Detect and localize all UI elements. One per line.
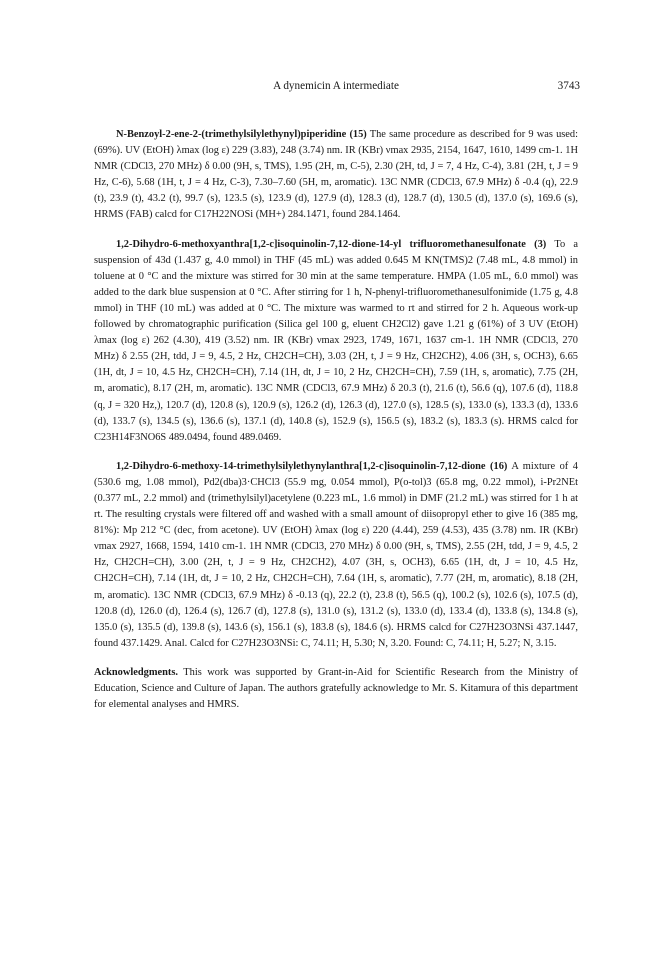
compound-3-heading: 1,2-Dihydro-6-methoxyanthra[1,2-c]isoquinolin-7,12-dione-14-yl trifluoromethanesulfonate (3) — [116, 238, 547, 250]
compound-15-text: The same procedure as described for 9 was used: (69%). UV (EtOH) λmax (log ε) 229 (3.83), 248 (3.74) nm. IR (KBr) νmax 2935, 2154, 1647, 1610, 1499 cm-1. 1H NMR (CDCl3, 270 MHz) δ 0.00 (9H, s, TMS), 1.95 (2H, m, C-5), 2.30 (2H, td, J = 7, 4 Hz, C-4), 3.81 (2H, t, J = 9 Hz, C-6), 5.68 (1H, t, J = 4 Hz, C-3), 7.30–7.60 (5H, m, aromatic). 13C NMR (CDCl3, 67.9 MHz) δ -0.4 (q), 22.9 (t), 23.9 (t), 43.2 (t), 99.7 (s), 123.5 (s), 123.9 (d), 127.9 (d), 128.3 (d), 128.7 (d), 130.5 (d), 137.0 (s), 169.6 (s), HRMS (FAB) calcd for C17H22NOSi (MH+) 284.1471, found 284.1464. — [94, 129, 578, 221]
running-head — [94, 79, 578, 93]
compound-15-heading: N-Benzoyl-2-ene-2-(trimethylsilylethynyl)piperidine (15) — [116, 129, 367, 140]
running-title: A dynemicin A intermediate — [273, 80, 399, 92]
article-body — [94, 127, 578, 726]
compound-16-heading: 1,2-Dihydro-6-methoxy-14-trimethylsilylethynylanthra[1,2-c]isoquinolin-7,12-dione (16) — [116, 460, 508, 472]
compound-16-paragraph — [94, 459, 578, 652]
compound-16-text: A mixture of 4 (530.6 mg, 1.08 mmol), Pd2(dba)3·CHCl3 (55.9 mg, 0.054 mmol), P(o-tol)3 (65.8 mg, 0.22 mmol), i-Pr2NEt (0.377 mL, 2.2 mmol) and (trimethylsilyl)acetylene (0.223 mL, 1.6 mmol) in DMF (21.2 mL) was stirred for 1 h at rt. The resulting crystals were filtered off and washed with a small amount of diisopropyl ether to give 16 (385 mg, 81%): Mp 212 °C (dec, from acetone). UV (EtOH) λmax (log ε) 220 (4.44), 259 (4.53), 435 (3.78) nm. IR (KBr) νmax 2927, 1668, 1594, 1410 cm-1. 1H NMR (CDCl3, 270 MHz) δ 0.00 (9H, s, TMS), 2.55 (2H, tdd, J = 9, 4.5, 2 Hz, CH2CH=CH), 3.00 (2H, t, J = 9 Hz, CH2CH2), 4.07 (3H, s, OCH3), 6.65 (1H, dt, J = 10, 4.5 Hz, CH2CH=CH), 7.14 (1H, dt, J = 10, 2 Hz, CH2CH=CH), 7.64 (1H, s, aromatic), 7.77 (2H, m, aromatic), 8.18 (2H, m, aromatic). 13C NMR (CDCl3, 67.9 MHz) δ -0.13 (q), 22.2 (t), 23.8 (t), 56.5 (q), 100.2 (s), 102.6 (s), 107.5 (d), 120.8 (d), 126.0 (d), 126.4 (s), 126.7 (d), 127.8 (s), 131.0 (s), 131.2 (s), 133.0 (d), 133.4 (d), 133.8 (s), 134.8 (s), 135.0 (s), 135.5 (d), 139.8 (s), 143.6 (s), 156.1 (s), 183.8 (s), 184.6 (s). HRMS calcd for C27H23O3NSi 437.1447, found 437.1429. Anal. Calcd for C27H23O3NSi: C, 74.11; H, 5.30; N, 3.20. Found: C, 74.11; H, 5.27; N, 3.15. — [94, 460, 578, 649]
acknowledgment-heading: Acknowledgments. — [94, 666, 178, 678]
acknowledgment-paragraph — [94, 665, 578, 713]
acknowledgment-text: This work was supported by Grant-in-Aid for Scientific Research from the Ministry of Education, Science and Culture of Japan. The authors gratefully acknowledge to Mr. S. Kitamura of this department for elemental analyses and HMRS. — [94, 666, 578, 711]
compound-3-paragraph — [94, 237, 578, 446]
compound-15-paragraph — [94, 127, 578, 224]
compound-3-text: To a suspension of 43d (1.437 g, 4.0 mmol) in THF (45 mL) was added 0.645 M KN(TMS)2 (7.48 mL, 4.8 mmol) in toluene at 0 °C and the mixture was stirred for 30 min at the same temperature. HMPA (1.05 mL, 6.0 mmol) was added to the dark blue suspension at 0 °C. After stirring for 1 h, N-phenyl-trifluoromethanesulfonimide (1.75 g, 4.8 mmol) in THF (10 mL) was added at 0 °C. The mixture was warmed to rt and stirred for 2 h. Aqueous work-up followed by chromatographic purification (Silica gel 100 g, eluent CH2Cl2) gave 1.21 g (61%) of 3 UV (EtOH) λmax (log ε) 262 (4.30), 419 (3.52) nm. IR (KBr) νmax 2923, 1749, 1671, 1637 cm-1. 1H NMR (CDCl3, 270 MHz) δ 2.55 (2H, tdd, J = 9, 4.5, 2 Hz, CH2CH=CH), 3.03 (2H, t, J = 9 Hz, CH2CH2), 4.06 (3H, s, OCH3), 6.65 (1H, dt, J = 10, 4.5 Hz, CH2CH=CH), 7.14 (1H, dt, J = 10, 2 Hz, CH2CH=CH), 7.59 (1H, s, aromatic), 7.75 (2H, m, aromatic), 8.17 (2H, m, aromatic). 13C NMR (CDCl3, 67.9 MHz) δ 20.3 (t), 21.6 (t), 56.6 (q), 107.6 (d), 118.8 (q, J = 320 Hz,), 120.7 (d), 120.8 (s), 120.9 (s), 126.2 (d), 126.3 (d), 127.0 (s), 128.5 (s), 133.0 (s), 133.3 (d), 133.6 (d), 133.7 (s), 134.5 (s), 136.6 (s), 137.1 (d), 140.8 (s), 152.9 (s), 156.5 (s), 183.2 (s), 183.3 (s). HRMS calcd for C23H14F3NO6S 489.0494, found 489.0469. — [94, 238, 578, 443]
page-number: 3743 — [557, 80, 580, 92]
